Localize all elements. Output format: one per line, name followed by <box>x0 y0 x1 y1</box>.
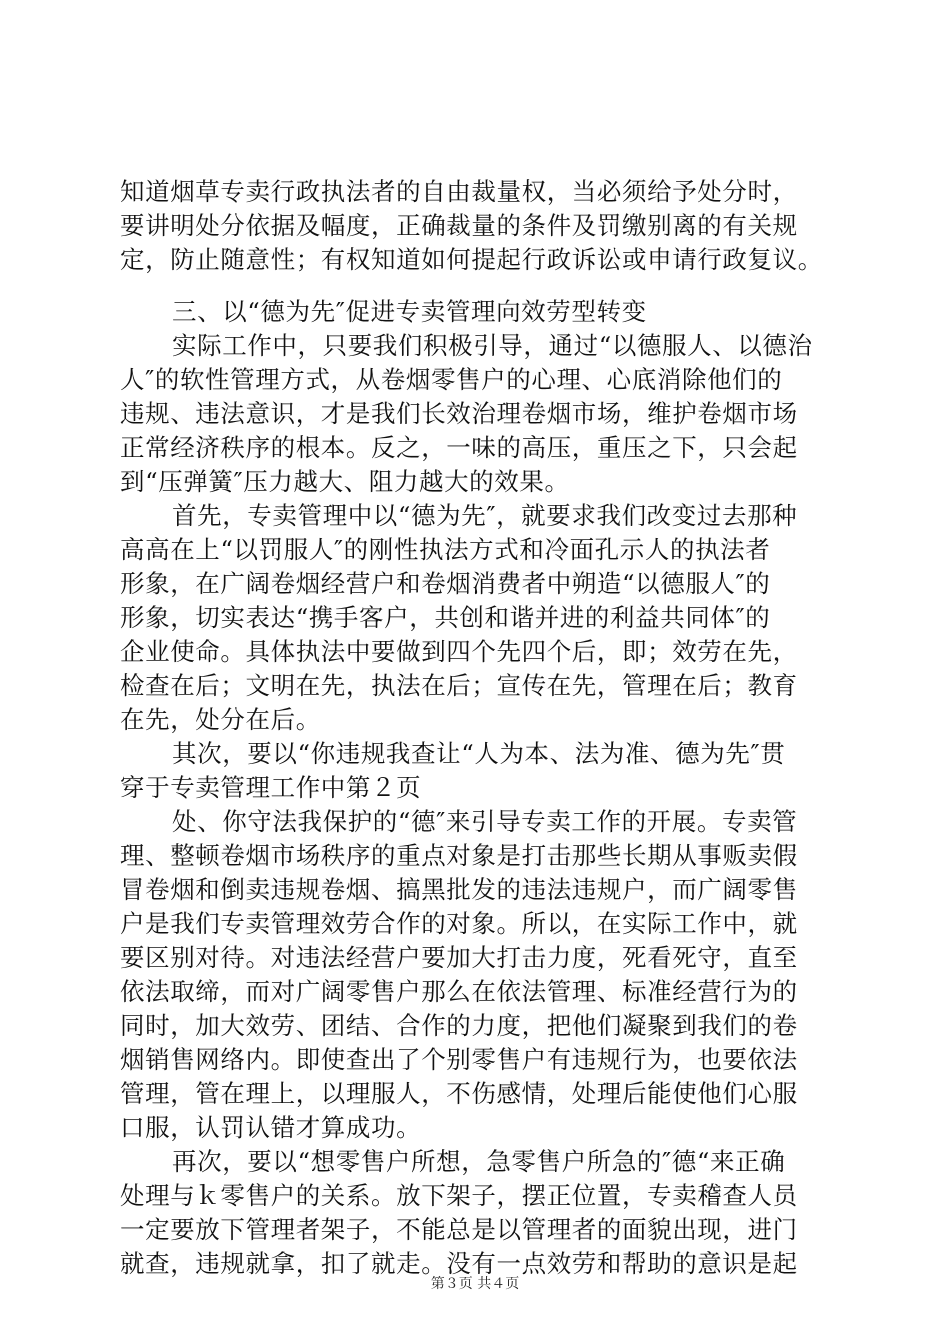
paragraph <box>120 737 838 805</box>
section-heading-text: 三、以“德为先″促进专卖管理向效劳型转变 <box>172 297 647 326</box>
paragraph <box>120 329 838 499</box>
text-line: 违规、违法意识，才是我们长效治理卷烟市场，维护卷烟市场 <box>120 399 798 428</box>
paragraph-continuation <box>120 175 838 277</box>
text-line: 实际工作中，只要我们积极引导，通过“以德服人、以德治 <box>172 331 813 360</box>
text-line: 处理与ｋ零售户的关系。放下架子，摆正位置，专卖稽查人员 <box>120 1181 798 1210</box>
text-line: 人″的软性管理方式，从卷烟零售户的心理、心底消除他们的 <box>120 365 783 394</box>
document-body <box>120 175 838 1281</box>
text-line: 口服，认罚认错才算成功。 <box>120 1113 422 1142</box>
text-line: 冒卷烟和倒卖违规卷烟、搞黑批发的违法违规户，而广阔零售 <box>120 875 798 904</box>
paragraph <box>120 805 838 1145</box>
section-heading <box>120 295 838 329</box>
text-line: 管理，管在理上，以理服人，不伤感情，处理后能使他们心服 <box>120 1079 798 1108</box>
text-line: 同时，加大效劳、团结、合作的力度，把他们凝聚到我们的卷 <box>120 1011 798 1040</box>
text-line: 处、你守法我保护的“德″来引导专卖工作的开展。专卖管 <box>172 807 798 836</box>
text-line: 烟销售网络内。即使查出了个别零售户有违规行为，也要依法 <box>120 1045 798 1074</box>
text-line: 正常经济秩序的根本。反之，一味的高压，重压之下，只会起 <box>120 433 798 462</box>
text-line: 依法取缔，而对广阔零售户那么在依法管理、标准经营行为的 <box>120 977 798 1006</box>
text-line: 知道烟草专卖行政执法者的自由裁量权，当必须给予处分时， <box>120 177 798 206</box>
text-line: 检查在后；文明在先，执法在后；宣传在先，管理在后；教育 <box>120 671 798 700</box>
text-line: 形象，切实表达“携手客户，共创和谐并进的利益共同体″的 <box>120 603 771 632</box>
text-line: 要区别对待。对违法经营户要加大打击力度，死看死守，直至 <box>120 943 798 972</box>
paragraph <box>120 499 838 737</box>
text-line: 高高在上“以罚服人″的刚性执法方式和冷面孔示人的执法者 <box>120 535 771 564</box>
text-line: 户是我们专卖管理效劳合作的对象。所以，在实际工作中，就 <box>120 909 798 938</box>
text-line: 形象，在广阔卷烟经营户和卷烟消费者中朔造“以德服人″的 <box>120 569 771 598</box>
text-line: 穿于专卖管理工作中第２页 <box>120 773 422 802</box>
text-line: 再次，要以“想零售户所想，急零售户所急的″德“来正确 <box>172 1147 786 1176</box>
page-number-label: 第３页 共４页 <box>430 1276 520 1292</box>
text-line: 到“压弹簧″压力越大、阻力越大的效果。 <box>120 467 570 496</box>
page-footer <box>0 1274 950 1294</box>
text-line: 就查，违规就拿，扣了就走。没有一点效劳和帮助的意识是起 <box>120 1249 798 1278</box>
text-line: 理、整顿卷烟市场秩序的重点对象是打击那些长期从事贩卖假 <box>120 841 798 870</box>
paragraph-gap <box>120 277 838 295</box>
text-line: 在先，处分在后。 <box>120 705 321 734</box>
paragraph <box>120 1145 838 1281</box>
text-line: 其次，要以“你违规我查让“人为本、法为准、德为先″贯 <box>172 739 786 768</box>
text-line: 要讲明处分依据及幅度，正确裁量的条件及罚缴别离的有关规 <box>120 211 798 240</box>
text-line: 企业使命。具体执法中要做到四个先四个后，即；效劳在先， <box>120 637 798 666</box>
text-line: 一定要放下管理者架子，不能总是以管理者的面貌出现，进门 <box>120 1215 798 1244</box>
text-line: 首先，专卖管理中以“德为先″，就要求我们改变过去那种 <box>172 501 798 530</box>
text-line: 定，防止随意性；有权知道如何提起行政诉讼或申请行政复议。 <box>120 245 823 274</box>
